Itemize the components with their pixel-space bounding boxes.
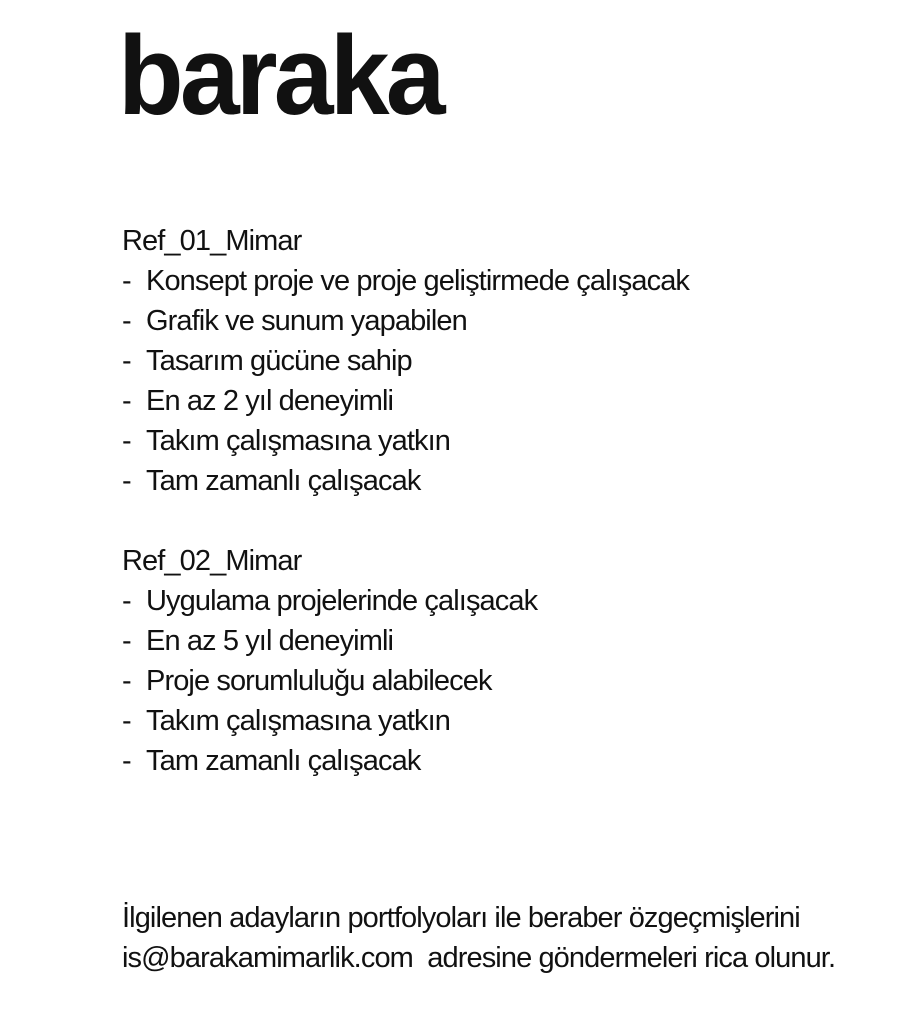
list-item bbox=[122, 621, 537, 661]
requirement-text: Tasarım gücüne sahip bbox=[146, 345, 412, 377]
bullet-dash: - bbox=[122, 385, 131, 417]
application-instructions bbox=[122, 898, 835, 978]
requirements-list bbox=[122, 261, 689, 501]
job-posting-ref-02 bbox=[122, 541, 537, 781]
ref-title: Ref_02_Mimar bbox=[122, 545, 302, 577]
list-item bbox=[122, 701, 537, 741]
instructions-line-2 bbox=[122, 938, 835, 978]
bullet-dash: - bbox=[122, 265, 131, 297]
requirement-text: Uygulama projelerinde çalışacak bbox=[146, 585, 538, 617]
requirements-list bbox=[122, 581, 537, 781]
list-item bbox=[122, 581, 537, 621]
list-item bbox=[122, 661, 537, 701]
requirement-text: Tam zamanlı çalışacak bbox=[146, 465, 421, 497]
bullet-dash: - bbox=[122, 465, 131, 497]
requirement-text: En az 2 yıl deneyimli bbox=[146, 385, 394, 417]
bullet-dash: - bbox=[122, 305, 131, 337]
job-posting-ref-01 bbox=[122, 221, 689, 501]
list-item bbox=[122, 341, 689, 381]
list-item bbox=[122, 421, 689, 461]
bullet-dash: - bbox=[122, 345, 131, 377]
list-item bbox=[122, 261, 689, 301]
instructions-line-2-text: adresine göndermeleri rica olunur. bbox=[412, 942, 836, 974]
bullet-dash: - bbox=[122, 625, 131, 657]
requirement-text: En az 5 yıl deneyimli bbox=[146, 625, 394, 657]
requirement-text: Konsept proje ve proje geliştirmede çalışacak bbox=[146, 265, 690, 297]
requirement-text: Grafik ve sunum yapabilen bbox=[146, 305, 467, 337]
bullet-dash: - bbox=[122, 665, 131, 697]
requirement-text: Takım çalışmasına yatkın bbox=[146, 705, 450, 737]
bullet-dash: - bbox=[122, 705, 131, 737]
list-item bbox=[122, 741, 537, 781]
requirement-text: Proje sorumluluğu alabilecek bbox=[146, 665, 492, 697]
list-item bbox=[122, 461, 689, 501]
contact-email: is@barakamimarlik.com bbox=[122, 942, 413, 974]
bullet-dash: - bbox=[122, 745, 131, 777]
brand-logo: baraka bbox=[118, 13, 442, 138]
list-item bbox=[122, 381, 689, 421]
instructions-line-1: İlgilenen adayların portfolyoları ile beraber özgeçmişlerini bbox=[122, 902, 800, 934]
list-item bbox=[122, 301, 689, 341]
bullet-dash: - bbox=[122, 585, 131, 617]
bullet-dash: - bbox=[122, 425, 131, 457]
requirement-text: Takım çalışmasına yatkın bbox=[146, 425, 450, 457]
requirement-text: Tam zamanlı çalışacak bbox=[146, 745, 421, 777]
ref-title: Ref_01_Mimar bbox=[122, 225, 302, 257]
